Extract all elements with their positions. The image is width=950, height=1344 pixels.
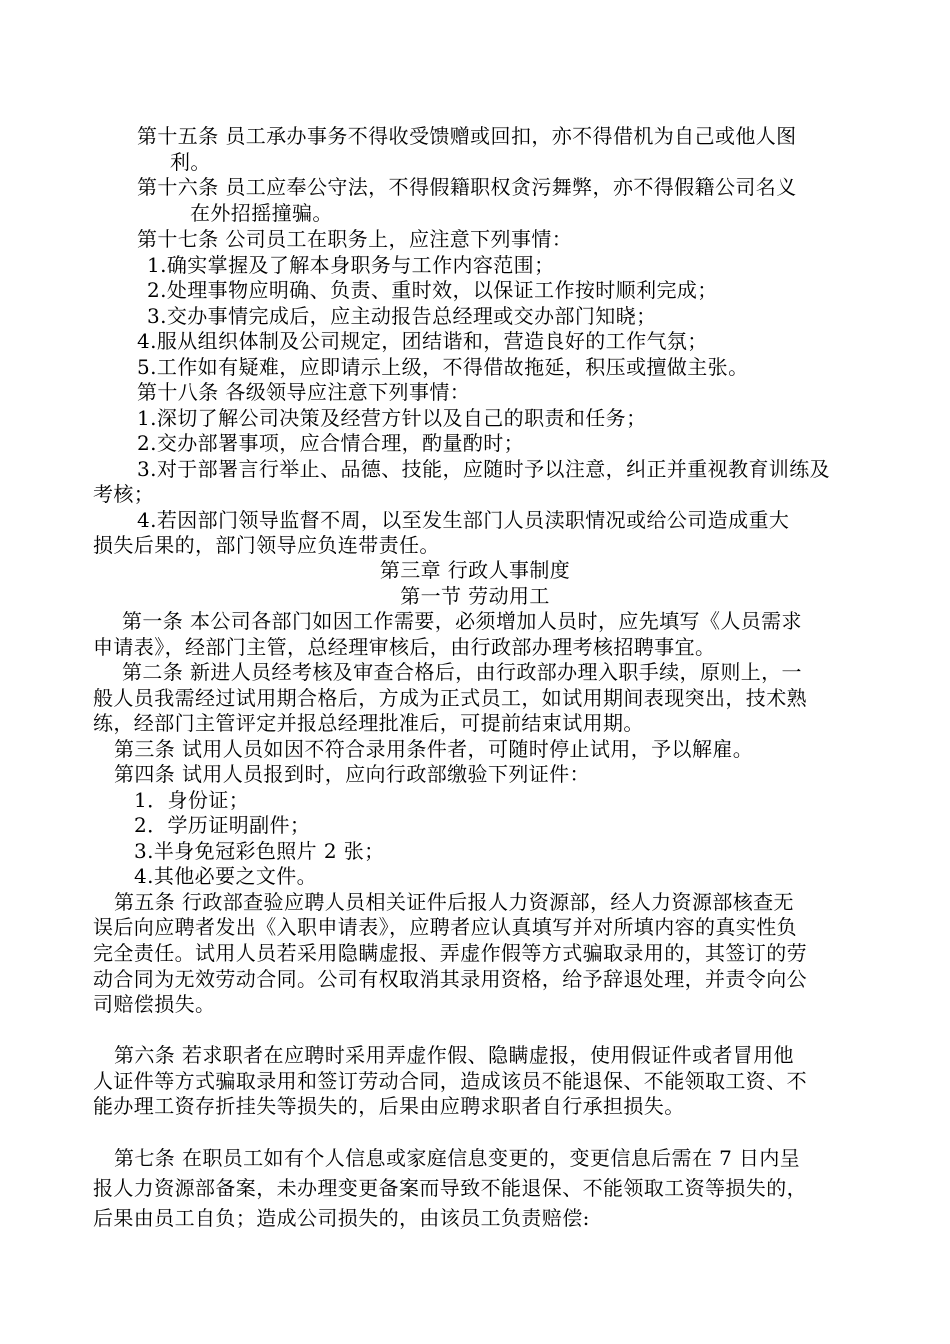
article-18-item-4-line-2: 损失后果的，部门领导应负连带责任。 (93, 533, 440, 557)
clause-3: 第三条 试用人员如因不符合录用条件者，可随时停止试用，予以解雇。 (114, 737, 754, 761)
clause-4-item-3: 3.半身免冠彩色照片 2 张； (134, 839, 385, 863)
clause-4-item-1: 1．身份证； (134, 788, 250, 812)
clause-6-line-3: 能办理工资存折挂失等损失的，后果由应聘求职者自行承担损失。 (93, 1094, 685, 1118)
clause-4-item-4: 4.其他必要之文件。 (134, 864, 318, 888)
clause-2-line-3: 练，经部门主管评定并报总经理批准后，可提前结束试用期。 (93, 711, 644, 735)
article-18-title: 第十八条 各级领导应注意下列事情： (137, 380, 471, 404)
clause-1-line-2: 申请表》，经部门主管，总经理审核后，由行政部办理考核招聘事宜。 (93, 635, 716, 659)
article-18-item-4-line-1: 4.若因部门领导监督不周，以至发生部门人员渎职情况或给公司造成重大 (137, 508, 790, 532)
article-17-item-2: 2.处理事物应明确、负责、重时效，以保证工作按时顺利完成； (147, 278, 718, 302)
clause-7-line-1: 第七条 在职员工如有个人信息或家庭信息变更的，变更信息后需在 7 日内呈 (114, 1146, 801, 1170)
clause-7-line-3: 后果由员工自负；造成公司损失的，由该员工负责赔偿: (93, 1206, 590, 1230)
article-17-title: 第十七条 公司员工在职务上，应注意下列事情： (137, 227, 573, 251)
article-16-line-1: 第十六条 员工应奉公守法，不得假籍职权贪污舞弊，亦不得假籍公司名义 (137, 175, 797, 199)
article-17-item-5: 5.工作如有疑难，应即请示上级，不得借故拖延，积压或擅做主张。 (137, 355, 749, 379)
clause-4-item-2: 2．学历证明副件； (134, 813, 311, 837)
clause-5-line-5: 司赔偿损失。 (93, 992, 216, 1016)
clause-2-line-2: 般人员我需经过试用期合格后，方成为正式员工，如试用期间表现突出，技术熟 (93, 686, 807, 710)
clause-5-line-1: 第五条 行政部查验应聘人员相关证件后报人力资源部，经人力资源部核查无 (114, 890, 794, 914)
article-18-item-1: 1.深切了解公司决策及经营方针以及自己的职责和任务； (137, 406, 647, 430)
clause-5-line-3: 完全责任。试用人员若采用隐瞒虚报、弄虚作假等方式骗取录用的，其签订的劳 (93, 941, 807, 965)
section-heading: 第一节 劳动用工 (400, 584, 550, 608)
clause-7-line-2: 报人力资源部备案，未办理变更备案而导致不能退保、不能领取工资等损失的， (93, 1176, 807, 1200)
article-17-item-3: 3.交办事情完成后，应主动报告总经理或交办部门知晓； (147, 304, 657, 328)
article-18-item-3-line-2: 考核； (93, 482, 155, 506)
clause-5-line-2: 误后向应聘者发出《入职申请表》，应聘者应认真填写并对所填内容的真实性负 (93, 915, 797, 939)
article-17-item-4: 4.服从组织体制及公司规定，团结谐和，营造良好的工作气氛； (137, 329, 708, 353)
article-17-item-1: 1.确实掌握及了解本身职务与工作内容范围； (147, 253, 555, 277)
article-18-item-2: 2.交办部署事项，应合情合理，酌量酌时； (137, 431, 525, 455)
clause-6-line-2: 人证件等方式骗取录用和签订劳动合同，造成该员不能退保、不能领取工资、不 (93, 1069, 807, 1093)
clause-2-line-1: 第二条 新进人员经考核及审查合格后，由行政部办理入职手续，原则上，一 (122, 660, 802, 684)
clause-1-line-1: 第一条 本公司各部门如因工作需要，必须增加人员时，应先填写《人员需求 (122, 609, 802, 633)
article-16-line-2: 在外招摇撞骗。 (190, 201, 333, 225)
article-18-item-3-line-1: 3.对于部署言行举止、品德、技能，应随时予以注意，纠正并重视教育训练及 (137, 457, 831, 481)
clause-6-line-1: 第六条 若求职者在应聘时采用弄虚作假、隐瞒虚报，使用假证件或者冒用他 (114, 1043, 794, 1067)
clause-5-line-4: 动合同为无效劳动合同。公司有权取消其录用资格，给予辞退处理，并责令向公 (93, 967, 807, 991)
article-15-line-1: 第十五条 员工承办事务不得收受馈赠或回扣，亦不得借机为自己或他人图 (137, 124, 797, 148)
article-15-line-2: 利。 (170, 150, 211, 174)
clause-4-title: 第四条 试用人员报到时，应向行政部缴验下列证件： (114, 762, 590, 786)
chapter-heading: 第三章 行政人事制度 (379, 558, 571, 582)
